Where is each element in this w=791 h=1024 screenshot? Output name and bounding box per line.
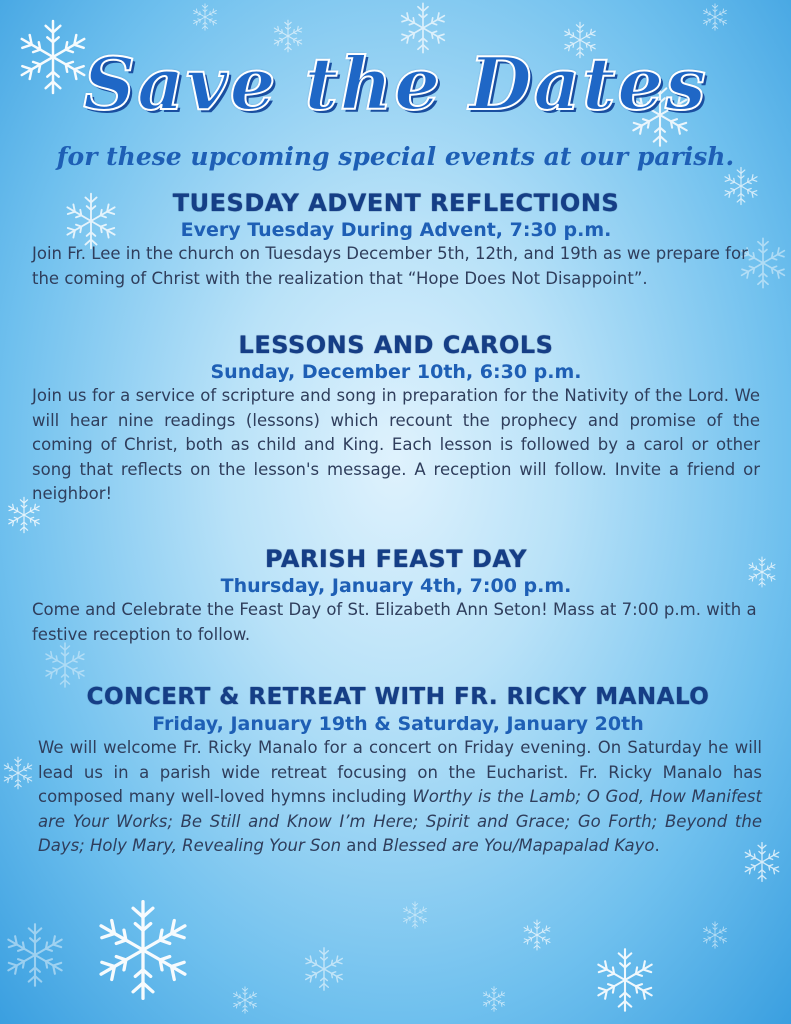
end-punctuation: .: [654, 836, 660, 855]
snowflake-icon: [0, 920, 70, 990]
snowflake-icon: [700, 920, 730, 950]
event-lessons-and-carols: [32, 330, 760, 507]
snowflake-icon: [190, 2, 220, 32]
snowflake-icon: [0, 755, 36, 791]
hymn-title: Blessed are You/Mapapalad Kayo: [382, 836, 655, 855]
snowflake-icon: [700, 2, 730, 32]
event-heading: PARISH FEAST DAY: [264, 545, 528, 573]
event-heading: CONCERT & RETREAT WITH FR. RICKY MANALO: [86, 684, 710, 710]
snowflake-icon: [480, 985, 508, 1013]
connector-text: and: [341, 836, 383, 855]
event-date: Sunday, December 10th, 6:30 p.m.: [210, 361, 582, 383]
event-description: [34, 736, 762, 859]
event-date: Every Tuesday During Advent, 7:30 p.m.: [180, 219, 612, 241]
snowflake-icon: [590, 945, 660, 1015]
page-subtitle: for these upcoming special events at our parish.: [56, 142, 735, 171]
snowflake-icon: [400, 900, 430, 930]
snowflake-icon: [88, 895, 198, 1005]
snowflake-icon: [300, 945, 348, 993]
event-date: Friday, January 19th & Saturday, January 20th: [152, 713, 644, 735]
event-advent-reflections: [32, 188, 760, 291]
event-concert-retreat: [34, 682, 762, 859]
event-description: Come and Celebrate the Feast Day of St. Elizabeth Ann Seton! Mass at 7:00 p.m. with a festive reception to follow.: [32, 600, 757, 644]
event-parish-feast-day: [32, 544, 760, 647]
event-date: Thursday, January 4th, 7:00 p.m.: [220, 575, 572, 597]
event-description-intro: We will welcome Fr. Ricky Manalo for a concert on Friday evening. On Saturday he will lead us in a parish wide retreat focusing on the Eucharist. Fr. Ricky Manalo has composed many well-loved hymns including: [38, 738, 762, 806]
event-description: Join Fr. Lee in the church on Tuesdays December 5th, 12th, and 19th as we prepare for the coming of Christ with the realization that “Hope Does Not Disappoint”.: [32, 244, 748, 288]
event-heading: TUESDAY ADVENT REFLECTIONS: [172, 189, 620, 217]
snowflake-icon: [230, 985, 260, 1015]
hymn-list: Worthy is the Lamb; O God, How Manifest are Your Works; Be Still and Know I’m Here; Spirit and Grace; Go Forth; Beyond the Days; Holy Mary, Revealing Your Son: [38, 787, 762, 855]
page-title: Save the Dates: [83, 41, 708, 126]
event-heading: LESSONS AND CAROLS: [238, 331, 554, 359]
event-description: Join us for a service of scripture and song in preparation for the Nativity of the Lord. We will hear nine readings (lessons) which recount the prophecy and promise of the coming of Christ, both as child and King. Each lesson is followed by a carol or other song that reflects on the lesson's message. A reception will follow. Invite a friend or neighbor!: [32, 386, 760, 503]
snowflake-icon: [520, 918, 554, 952]
